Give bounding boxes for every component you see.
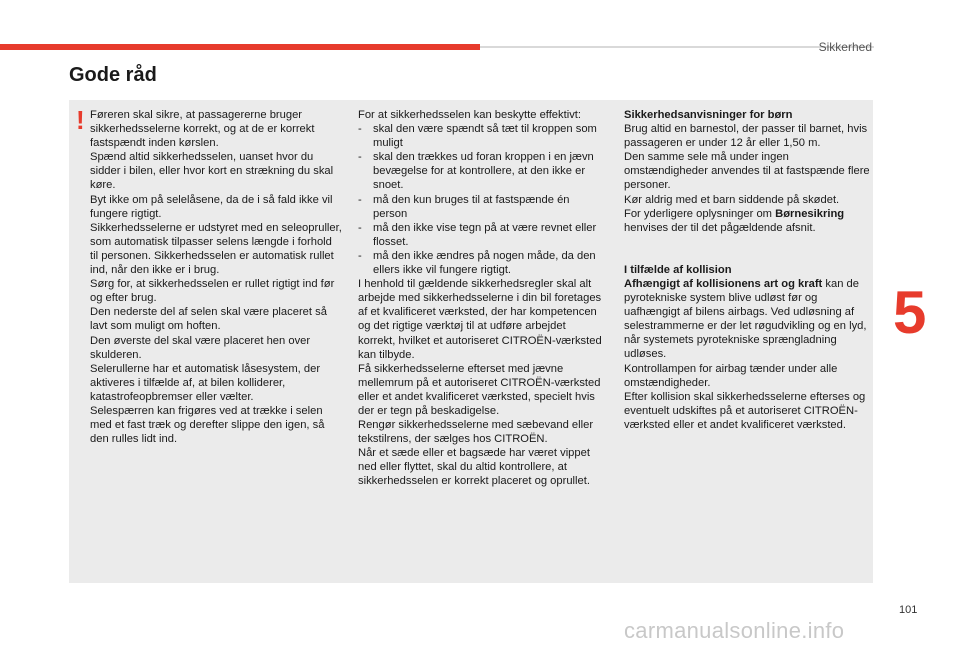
list-item: - må den kun bruges til at fastspænde én person <box>358 193 606 221</box>
page-title: Gode råd <box>69 64 157 86</box>
paragraph: Selerullerne har et automatisk låsesystem, der aktiveres i tilfælde af, at bilen kolliderer, katastrofeopbremser eller vælter. <box>90 362 321 403</box>
paragraph: Byt ikke om på selelåsene, da de i så fald ikke vil fungere rigtigt. <box>90 193 333 220</box>
paragraph: Selespærren kan frigøres ved at trække i selen med et fast træk og derefter slippe den igen, så den rulles lidt ind. <box>90 404 325 446</box>
child-safety-reference: Børnesikring <box>775 207 845 220</box>
list-item: - skal den trækkes ud foran kroppen i en jævn bevægelse for at kontrollere, at den ikke er snoet. <box>358 150 606 192</box>
paragraph: Spænd altid sikkerhedsselen, uanset hvor du sidder i bilen, eller hvor kort en strækning du skal køre. <box>90 151 334 192</box>
column-effective-protection <box>358 108 606 489</box>
column-seatbelt-advice <box>90 108 342 446</box>
paragraph: Sørg for, at sikkerhedsselen er rullet rigtigt ind før og efter brug. <box>90 278 335 305</box>
collision-heading: I tilfælde af kollision <box>624 263 732 276</box>
column-children-collision <box>624 108 870 432</box>
paragraph: Den nederste del af selen skal være placeret så lavt som muligt om hoften. <box>90 306 327 333</box>
paragraph: Føreren skal sikre, at passagererne bruger sikkerhedsselerne korrekt, og at de er korrekt fastspændt inden kørslen. <box>90 109 315 150</box>
chapter-number: 5 <box>893 279 927 346</box>
paragraph: Få sikkerhedsselerne efterset med jævne mellemrum på et autoriseret CITROËN-værksted eller et andet kvalificeret værksted, specielt hvis der er tegn på beskadigelse. <box>358 362 601 417</box>
paragraph: Afhængigt af kollisionens art og kraft kan de pyrotekniske system blive udløst før og uafhængigt af bilens airbags. Ved udløsning af selestrammerne er der let røgudvikling og en lyd, når systemets pyrotekniske sprængladning udløses. <box>624 277 867 361</box>
paragraph: I henhold til gældende sikkerhedsregler skal alt arbejde med sikkerhedsselerne i din bil foretages af et kvalificeret værksted, der har kompetencen og det rigtige værktøj til at udføre arbejdet korrekt, hvilket et autoriseret CITROËN-værksted kan tilbyde. <box>358 278 602 361</box>
paragraph: Kontrollampen for airbag tænder under alle omstændigheder. <box>624 362 838 389</box>
paragraph: For at sikkerhedsselen kan beskytte effektivt: <box>358 109 582 121</box>
requirements-list <box>358 122 606 277</box>
paragraph: Kør aldrig med et barn siddende på skødet. <box>624 193 840 206</box>
list-item: - må den ikke vise tegn på at være revnet eller flosset. <box>358 221 606 249</box>
watermark: carmanualsonline.info <box>624 618 845 643</box>
paragraph: Brug altid en barnestol, der passer til barnet, hvis passageren er under 12 år eller 1,50 m. <box>624 123 868 150</box>
header-rule <box>480 46 874 48</box>
paragraph: For yderligere oplysninger om Børnesikring henvises der til det pågældende afsnit. <box>624 207 845 234</box>
paragraph: Efter kollision skal sikkerhedsselerne efterses og eventuelt udskiftes på et autoriseret CITROËN-værksted eller et andet kvalificeret værksted. <box>624 390 866 431</box>
paragraph: Rengør sikkerhedsselerne med sæbevand eller tekstilrens, der sælges hos CITROËN. <box>358 419 594 446</box>
paragraph: Den samme sele må under ingen omstændigheder anvendes til at fastspænde flere personer. <box>624 151 870 192</box>
paragraph: Sikkerhedsselerne er udstyret med en seleopruller, som automatisk tilpasser selens længde i forhold til personen. Sikkerhedsselen er automatisk rullet ind, når den ikke er i brug. <box>90 221 342 277</box>
list-item: - skal den være spændt så tæt til kroppen som muligt <box>358 122 606 150</box>
list-item: - må den ikke ændres på nogen måde, da den ellers ikke vil fungere rigtigt. <box>358 249 606 277</box>
header-accent-bar <box>0 44 480 50</box>
paragraph: Den øverste del skal være placeret hen over skulderen. <box>90 334 311 361</box>
children-heading: Sikkerhedsanvisninger for børn <box>624 109 793 121</box>
page-number: 101 <box>899 604 918 616</box>
paragraph: Når et sæde eller et bagsæde har været vippet ned eller flyttet, skal du altid kontrollere, at sikkerhedsselen er korrekt placeret og oprullet. <box>358 447 590 488</box>
section-label: Sikkerhed <box>818 40 872 54</box>
warning-icon: ! <box>76 105 85 135</box>
